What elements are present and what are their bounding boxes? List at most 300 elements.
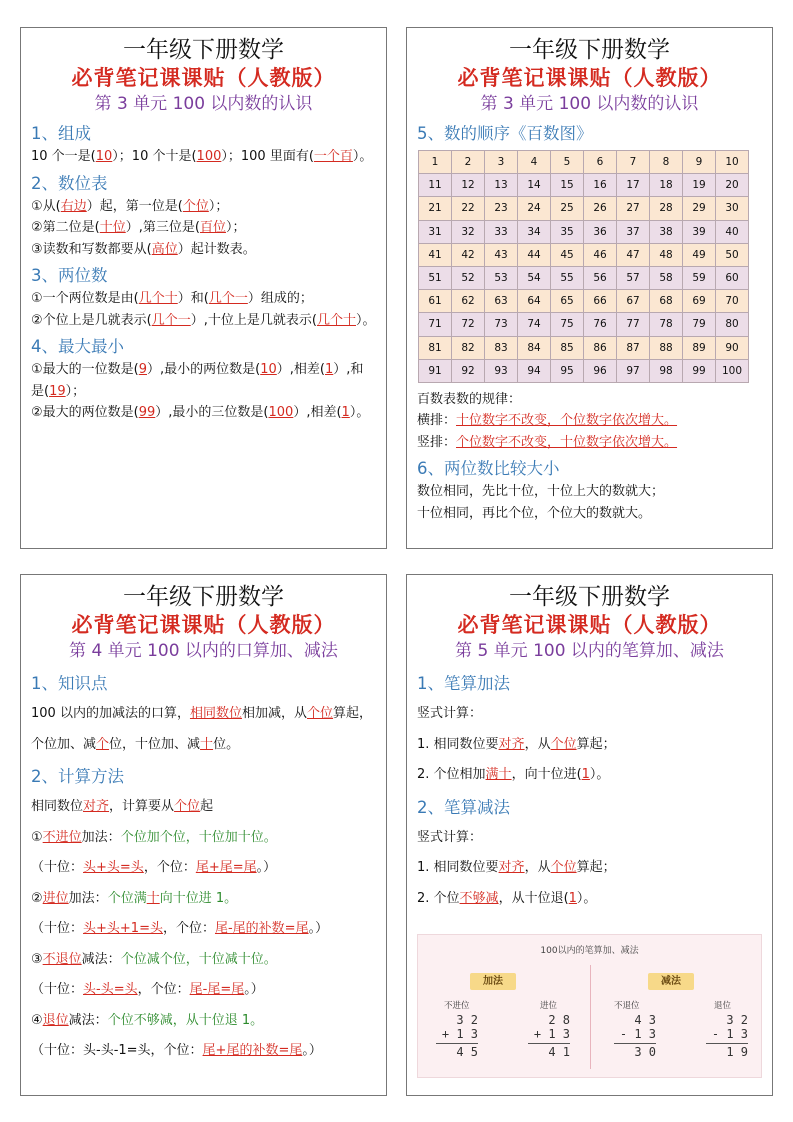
place-value-line-1 [31, 196, 376, 218]
text-run: ）起计数表。 [177, 241, 256, 257]
answer-text: 高位 [151, 241, 178, 257]
hundred-chart-cell: 14 [518, 174, 551, 197]
text-run: 竖排： [417, 434, 457, 450]
hundred-chart-cell: 66 [584, 290, 617, 313]
method-line-3 [31, 945, 376, 976]
answer-text: 十位 [99, 220, 126, 235]
text-run: ①一个两位数是由( [31, 291, 139, 306]
hundred-chart-cell: 55 [551, 266, 584, 289]
answer-text: 19 [49, 383, 66, 399]
text-run: （十位： [31, 921, 84, 936]
rule-text: 个位不够减，从十位退 1。 [107, 1012, 264, 1028]
hundred-chart-cell: 44 [518, 243, 551, 266]
text-run: ，个位： [162, 921, 215, 936]
hundred-chart-cell: 17 [617, 174, 650, 197]
text-run: 100 以内的加减法的口算， [31, 706, 190, 721]
note-card-unit5 [406, 574, 773, 1096]
figure-title: 100以内的笔算加、减法 [540, 946, 639, 956]
addition-intro: 竖式计算： [417, 706, 483, 721]
text-run: ）,最小的两位数是( [147, 362, 261, 377]
text-run: 2. 个位 [417, 890, 460, 906]
section-heading-method: 2、计算方法 [31, 767, 124, 786]
hundred-chart-cell: 63 [485, 290, 518, 313]
text-run: 相同数位 [31, 799, 84, 814]
answer-text: 尾-尾=尾 [189, 982, 245, 997]
text-run: ②第二位是( [31, 220, 100, 235]
text-run: ② [31, 890, 43, 906]
text-run: ，从十位退( [498, 890, 569, 906]
hundred-chart-cell: 5 [551, 151, 584, 174]
hundred-chart-cell: 38 [650, 220, 683, 243]
card-subtitle: 必背笔记课课贴（人教版） [71, 66, 336, 90]
hundred-chart-cell: 54 [518, 266, 551, 289]
section-heading-place-value: 2、数位表 [31, 173, 108, 193]
hundred-chart-cell: 37 [617, 220, 650, 243]
text-run: ）；10 个十是( [112, 149, 197, 164]
method-line-4 [31, 1006, 376, 1037]
hundred-chart-cell: 39 [683, 220, 716, 243]
hundred-chart-cell: 28 [650, 197, 683, 220]
text-run: ）,相差( [293, 405, 342, 420]
method-line-1b [31, 853, 376, 884]
hundred-chart-cell: 69 [683, 290, 716, 313]
hundred-chart-cell: 70 [716, 290, 749, 313]
text-run: ① [31, 829, 43, 845]
text-run: ）,最小的三位数是( [155, 405, 269, 420]
calc-operand-a: 3 2 [456, 1013, 478, 1027]
hundred-chart-cell: 93 [485, 359, 518, 382]
subtraction-tag: 减法 [648, 973, 694, 990]
text-run: 减法： [81, 951, 121, 967]
text-run: ）； [225, 220, 246, 235]
hundred-chart-cell: 81 [419, 336, 452, 359]
text-run: ②最大的两位数是( [31, 405, 139, 420]
card-subtitle: 必背笔记课课贴（人教版） [457, 613, 722, 637]
card-subtitle: 必背笔记课课贴（人教版） [457, 66, 722, 90]
method-line-0 [31, 792, 376, 823]
text-run: 1. 相同数位要 [417, 860, 499, 875]
hundred-chart-cell: 92 [452, 359, 485, 382]
hundred-chart-row [419, 243, 749, 266]
answer-text: 1 [341, 405, 350, 420]
card-subtitle: 必背笔记课课贴（人教版） [71, 613, 336, 637]
hundred-chart-cell: 33 [485, 220, 518, 243]
hundred-chart-cell: 99 [683, 359, 716, 382]
text-run: ）。 [576, 890, 597, 906]
label-no-carry: 不进位 [444, 1001, 470, 1011]
calc-result: 4 5 [436, 1043, 478, 1059]
text-run: 算起； [576, 736, 616, 752]
calc-no-carry [436, 1013, 478, 1059]
calc-operand-a: 3 2 [726, 1013, 748, 1027]
hundred-chart-cell: 23 [485, 197, 518, 220]
hundred-chart-cell: 68 [650, 290, 683, 313]
two-digit-line-2 [31, 310, 376, 332]
text-run: 起 [200, 799, 214, 814]
hundred-chart-row [419, 174, 749, 197]
unit-title: 第 3 单元 100 以内数的认识 [480, 94, 699, 114]
label-borrow: 退位 [714, 1001, 732, 1011]
text-run: 1. 相同数位要 [417, 736, 499, 752]
hundred-chart-row [419, 151, 749, 174]
compare-line-2: 十位相同，再比个位，个位大的数就大。 [417, 505, 652, 521]
hundred-chart-cell: 21 [419, 197, 452, 220]
answer-text: 尾+尾=尾 [195, 860, 257, 875]
hundred-chart-cell: 52 [452, 266, 485, 289]
hundred-chart-cell: 80 [716, 313, 749, 336]
answer-text: 十位数字不改变，个位数字依次增大。 [456, 413, 678, 429]
answer-text: 个位 [174, 799, 201, 814]
method-line-4b [31, 1036, 376, 1067]
text-run: ②个位上是几就表示( [31, 312, 152, 328]
hundred-chart-cell: 83 [485, 336, 518, 359]
hundred-chart-cell: 22 [452, 197, 485, 220]
knowledge-text [31, 699, 376, 760]
hundred-chart-cell: 51 [419, 266, 452, 289]
hundred-chart-cell: 10 [716, 151, 749, 174]
composition-text [31, 146, 376, 168]
unit-title: 第 5 单元 100 以内的笔算加、减法 [455, 641, 724, 661]
label-carry: 进位 [540, 1001, 558, 1011]
card-title: 一年级下册数学 [123, 37, 284, 63]
label-no-borrow: 不退位 [614, 1001, 640, 1011]
text-run: 减法： [68, 1012, 108, 1028]
hundred-chart-cell: 57 [617, 266, 650, 289]
rule-text: 个位减个位，十位减十位。 [120, 951, 277, 967]
method-line-2 [31, 884, 376, 915]
addition-tag: 加法 [470, 973, 516, 990]
answer-text: 进位 [42, 890, 69, 906]
rule-text: 个位加个位，十位加十位。 [120, 829, 277, 845]
text-run: 相加减，从 [241, 706, 307, 721]
hundred-chart-cell: 65 [551, 290, 584, 313]
subtraction-line-1 [417, 853, 762, 884]
text-run: ）和( [177, 291, 209, 306]
hundred-chart-row [419, 359, 749, 382]
hundred-chart-cell: 91 [419, 359, 452, 382]
answer-text: 个位 [306, 706, 333, 721]
hundred-chart-cell: 62 [452, 290, 485, 313]
text-run: ④ [31, 1012, 43, 1028]
hundred-chart-cell: 75 [551, 313, 584, 336]
hundred-chart-row [419, 336, 749, 359]
answer-text: 右边 [60, 198, 87, 214]
text-run: ）。 [352, 149, 373, 164]
hundred-chart-cell: 40 [716, 220, 749, 243]
hundred-chart-cell: 100 [716, 359, 749, 382]
text-run: ，个位： [143, 860, 196, 875]
section-heading-compare: 6、两位数比较大小 [417, 459, 560, 479]
note-card-unit4 [20, 574, 387, 1096]
text-run: 横排： [417, 413, 457, 429]
hundred-chart-cell: 95 [551, 359, 584, 382]
answer-text: 头+头=头 [83, 860, 144, 875]
text-run: 。） [256, 860, 277, 875]
hundred-chart-cell: 45 [551, 243, 584, 266]
section-heading-knowledge: 1、知识点 [31, 674, 108, 693]
answer-text: 对齐 [498, 736, 525, 752]
text-run: 10 个一是( [31, 149, 96, 164]
hundred-chart-cell: 34 [518, 220, 551, 243]
rule-text: 个位满 [107, 890, 147, 906]
answer-text: 100 [196, 149, 222, 164]
hundred-chart-cell: 36 [584, 220, 617, 243]
hundred-chart-cell: 13 [485, 174, 518, 197]
text-run: 。） [244, 982, 264, 997]
hundred-chart-cell: 86 [584, 336, 617, 359]
text-run: 位。 [213, 736, 240, 752]
answer-text: 个位 [550, 736, 577, 752]
hundred-chart-cell: 73 [485, 313, 518, 336]
calc-borrow [706, 1013, 748, 1059]
hundred-chart-cell: 43 [485, 243, 518, 266]
calc-result: 1 9 [706, 1043, 748, 1059]
calc-operand-b: - 1 3 [619, 1027, 656, 1041]
hundred-chart-row [419, 266, 749, 289]
hundred-chart-cell: 71 [419, 313, 452, 336]
text-run: ③读数和写数都要从( [31, 241, 152, 257]
place-value-line-2 [31, 217, 376, 239]
hundred-chart-cell: 82 [452, 336, 485, 359]
answer-text: 尾+尾的补数=尾 [202, 1043, 303, 1058]
text-run: ）起，第一位是( [86, 198, 183, 214]
method-line-2b [31, 914, 376, 945]
hundred-chart-row [419, 197, 749, 220]
figure-divider [590, 965, 591, 1069]
section-heading-hundred-chart: 5、数的顺序《百数图》 [417, 124, 593, 143]
max-min-line-1 [31, 359, 376, 402]
note-card-unit3-part2 [406, 27, 773, 549]
calc-result: 3 0 [614, 1043, 656, 1059]
section-heading-written-addition: 1、笔算加法 [417, 674, 510, 693]
hundred-chart-cell: 87 [617, 336, 650, 359]
answer-text: 9 [138, 362, 148, 377]
card-title: 一年级下册数学 [123, 584, 284, 610]
answer-text: 个位 [182, 198, 209, 214]
calc-carry [528, 1013, 570, 1059]
answer-text: 对齐 [83, 799, 110, 814]
unit-title: 第 4 单元 100 以内的口算加、减法 [69, 641, 338, 661]
card-title: 一年级下册数学 [509, 37, 670, 63]
calc-operand-b: + 1 3 [441, 1027, 478, 1041]
text-run: ）,相差( [276, 362, 325, 377]
hundred-chart-cell: 61 [419, 290, 452, 313]
text-run: 算起，个位加、减 [31, 706, 373, 752]
answer-text: 不够减 [459, 890, 499, 906]
hundred-chart-cell: 47 [617, 243, 650, 266]
hundred-chart-cell: 77 [617, 313, 650, 336]
text-run: （十位： [31, 982, 84, 997]
hundred-chart-row [419, 290, 749, 313]
hundred-chart-cell: 96 [584, 359, 617, 382]
hundred-chart-cell: 16 [584, 174, 617, 197]
hundred-chart-cell: 7 [617, 151, 650, 174]
section-heading-composition: 1、组成 [31, 124, 91, 143]
addition-line-2 [417, 760, 762, 791]
text-run: 算起； [576, 860, 616, 875]
text-run: ③ [31, 951, 43, 967]
section-heading-max-min: 4、最大最小 [31, 337, 124, 356]
hundred-chart-cell: 32 [452, 220, 485, 243]
row-rule [417, 410, 762, 432]
text-run: ，个位： [137, 982, 190, 997]
hundred-chart-cell: 42 [452, 243, 485, 266]
hundred-chart-cell: 49 [683, 243, 716, 266]
answer-text: 不进位 [42, 829, 82, 845]
text-run: ，从 [524, 860, 551, 875]
hundred-chart-cell: 15 [551, 174, 584, 197]
hundred-chart [418, 150, 749, 383]
answer-text: 个位 [550, 860, 577, 875]
hundred-chart-cell: 18 [650, 174, 683, 197]
answer-text: 相同数位 [189, 706, 242, 721]
answer-text: 10 [260, 362, 277, 377]
hundred-chart-cell: 90 [716, 336, 749, 359]
answer-text: 1 [581, 767, 590, 782]
hundred-chart-cell: 84 [518, 336, 551, 359]
answer-text: 几个十 [138, 291, 178, 306]
answer-text: 几个十 [316, 312, 356, 328]
section-heading-two-digit: 3、两位数 [31, 266, 108, 285]
hundred-chart-cell: 85 [551, 336, 584, 359]
hundred-chart-cell: 72 [452, 313, 485, 336]
section-heading-written-subtraction: 2、笔算减法 [417, 797, 510, 817]
hundred-chart-cell: 30 [716, 197, 749, 220]
unit-title: 第 3 单元 100 以内数的认识 [94, 94, 313, 114]
hundred-chart-cell: 78 [650, 313, 683, 336]
answer-text: 满十 [485, 767, 512, 782]
hundred-chart-cell: 67 [617, 290, 650, 313]
hundred-chart-cell: 25 [551, 197, 584, 220]
calc-no-borrow [614, 1013, 656, 1059]
answer-text: 几个一 [151, 312, 191, 328]
answer-text: 1 [568, 890, 577, 906]
hundred-chart-cell: 26 [584, 197, 617, 220]
hundred-chart-cell: 19 [683, 174, 716, 197]
hundred-chart-cell: 56 [584, 266, 617, 289]
text-run: ）。 [589, 767, 610, 782]
compare-line-1: 数位相同，先比十位，十位上大的数就大； [417, 484, 665, 500]
text-run: ）,和是( [31, 362, 364, 399]
hundred-chart-cell: 1 [419, 151, 452, 174]
answer-text: 100 [268, 405, 294, 420]
answer-text: 不退位 [42, 951, 82, 967]
subtraction-line-2 [417, 884, 762, 915]
hundred-chart-cell: 2 [452, 151, 485, 174]
text-run: ，向十位进( [511, 767, 582, 782]
hundred-chart-cell: 31 [419, 220, 452, 243]
answer-text: 十 [200, 736, 214, 752]
hundred-chart-cell: 50 [716, 243, 749, 266]
hundred-chart-cell: 98 [650, 359, 683, 382]
method-line-1 [31, 823, 376, 854]
text-run: ）；100 里面有( [221, 149, 314, 164]
answer-text: 百位 [199, 220, 226, 235]
hundred-chart-cell: 4 [518, 151, 551, 174]
calc-result: 4 1 [528, 1043, 570, 1059]
two-digit-line-1 [31, 288, 376, 310]
method-line-3b [31, 975, 376, 1006]
hundred-chart-cell: 64 [518, 290, 551, 313]
text-run: 。） [308, 921, 329, 936]
hundred-chart-cell: 60 [716, 266, 749, 289]
card-title: 一年级下册数学 [509, 584, 670, 610]
hundred-chart-row [419, 220, 749, 243]
hundred-chart-cell: 46 [584, 243, 617, 266]
answer-text: 头-头=头 [83, 982, 138, 997]
hundred-chart-cell: 35 [551, 220, 584, 243]
hundred-chart-cell: 12 [452, 174, 485, 197]
note-card-unit3-part1 [20, 27, 387, 549]
calc-operand-b: + 1 3 [533, 1027, 570, 1041]
text-run: ）。 [349, 405, 370, 420]
hundred-chart-cell: 74 [518, 313, 551, 336]
hundred-chart-cell: 27 [617, 197, 650, 220]
answer-text: 10 [95, 149, 113, 164]
text-run: ①最大的一位数是( [31, 362, 139, 377]
hundred-chart-cell: 29 [683, 197, 716, 220]
hundred-chart-cell: 59 [683, 266, 716, 289]
text-run: 2. 个位相加 [417, 767, 486, 782]
answer-text: 几个一 [208, 291, 248, 306]
text-run: ）,第三位是( [125, 220, 200, 235]
answer-text: 个 [96, 736, 110, 752]
hundred-chart-cell: 24 [518, 197, 551, 220]
answer-text: 十 [146, 890, 160, 906]
rule-text: 向十位进 1。 [159, 890, 238, 906]
text-run: ）； [208, 198, 229, 214]
text-run: 加法： [68, 890, 108, 906]
calc-operand-a: 2 8 [548, 1013, 570, 1027]
hundred-chart-cell: 48 [650, 243, 683, 266]
calc-operand-b: - 1 3 [711, 1027, 748, 1041]
text-run: ，从 [524, 736, 551, 752]
hundred-chart-cell: 3 [485, 151, 518, 174]
column-rule [417, 432, 762, 454]
text-run: （十位：头-头-1=头，个位： [31, 1043, 203, 1058]
hundred-chart-cell: 53 [485, 266, 518, 289]
calc-operand-a: 4 3 [634, 1013, 656, 1027]
hundred-chart-cell: 20 [716, 174, 749, 197]
subtraction-intro: 竖式计算： [417, 829, 483, 845]
answer-text: 一个百 [313, 149, 353, 164]
place-value-line-3 [31, 239, 376, 261]
answer-text: 个位数字不改变，十位数字依次增大。 [456, 434, 678, 450]
text-run: 位，十位加、减 [109, 736, 201, 752]
answer-text: 对齐 [498, 860, 525, 875]
hundred-chart-cell: 58 [650, 266, 683, 289]
text-run: ）组成的； [247, 291, 313, 306]
hundred-chart-cell: 8 [650, 151, 683, 174]
answer-text: 99 [138, 405, 156, 420]
hundred-chart-cell: 6 [584, 151, 617, 174]
answer-text: 1 [325, 362, 334, 377]
answer-text: 退位 [42, 1012, 69, 1028]
max-min-line-2 [31, 402, 376, 424]
hundred-chart-cell: 89 [683, 336, 716, 359]
text-run: ）,十位上是几就表示( [190, 312, 317, 328]
text-run: ①从( [31, 198, 61, 214]
rule-title: 百数表数的规律： [417, 391, 522, 407]
hundred-chart-cell: 79 [683, 313, 716, 336]
text-run: ）。 [355, 312, 376, 328]
answer-text: 头+头+1=头 [83, 921, 163, 936]
addition-line-1 [417, 730, 762, 761]
hundred-chart-cell: 97 [617, 359, 650, 382]
hundred-chart-cell: 9 [683, 151, 716, 174]
answer-text: 尾-尾的补数=尾 [214, 921, 309, 936]
hundred-chart-cell: 76 [584, 313, 617, 336]
